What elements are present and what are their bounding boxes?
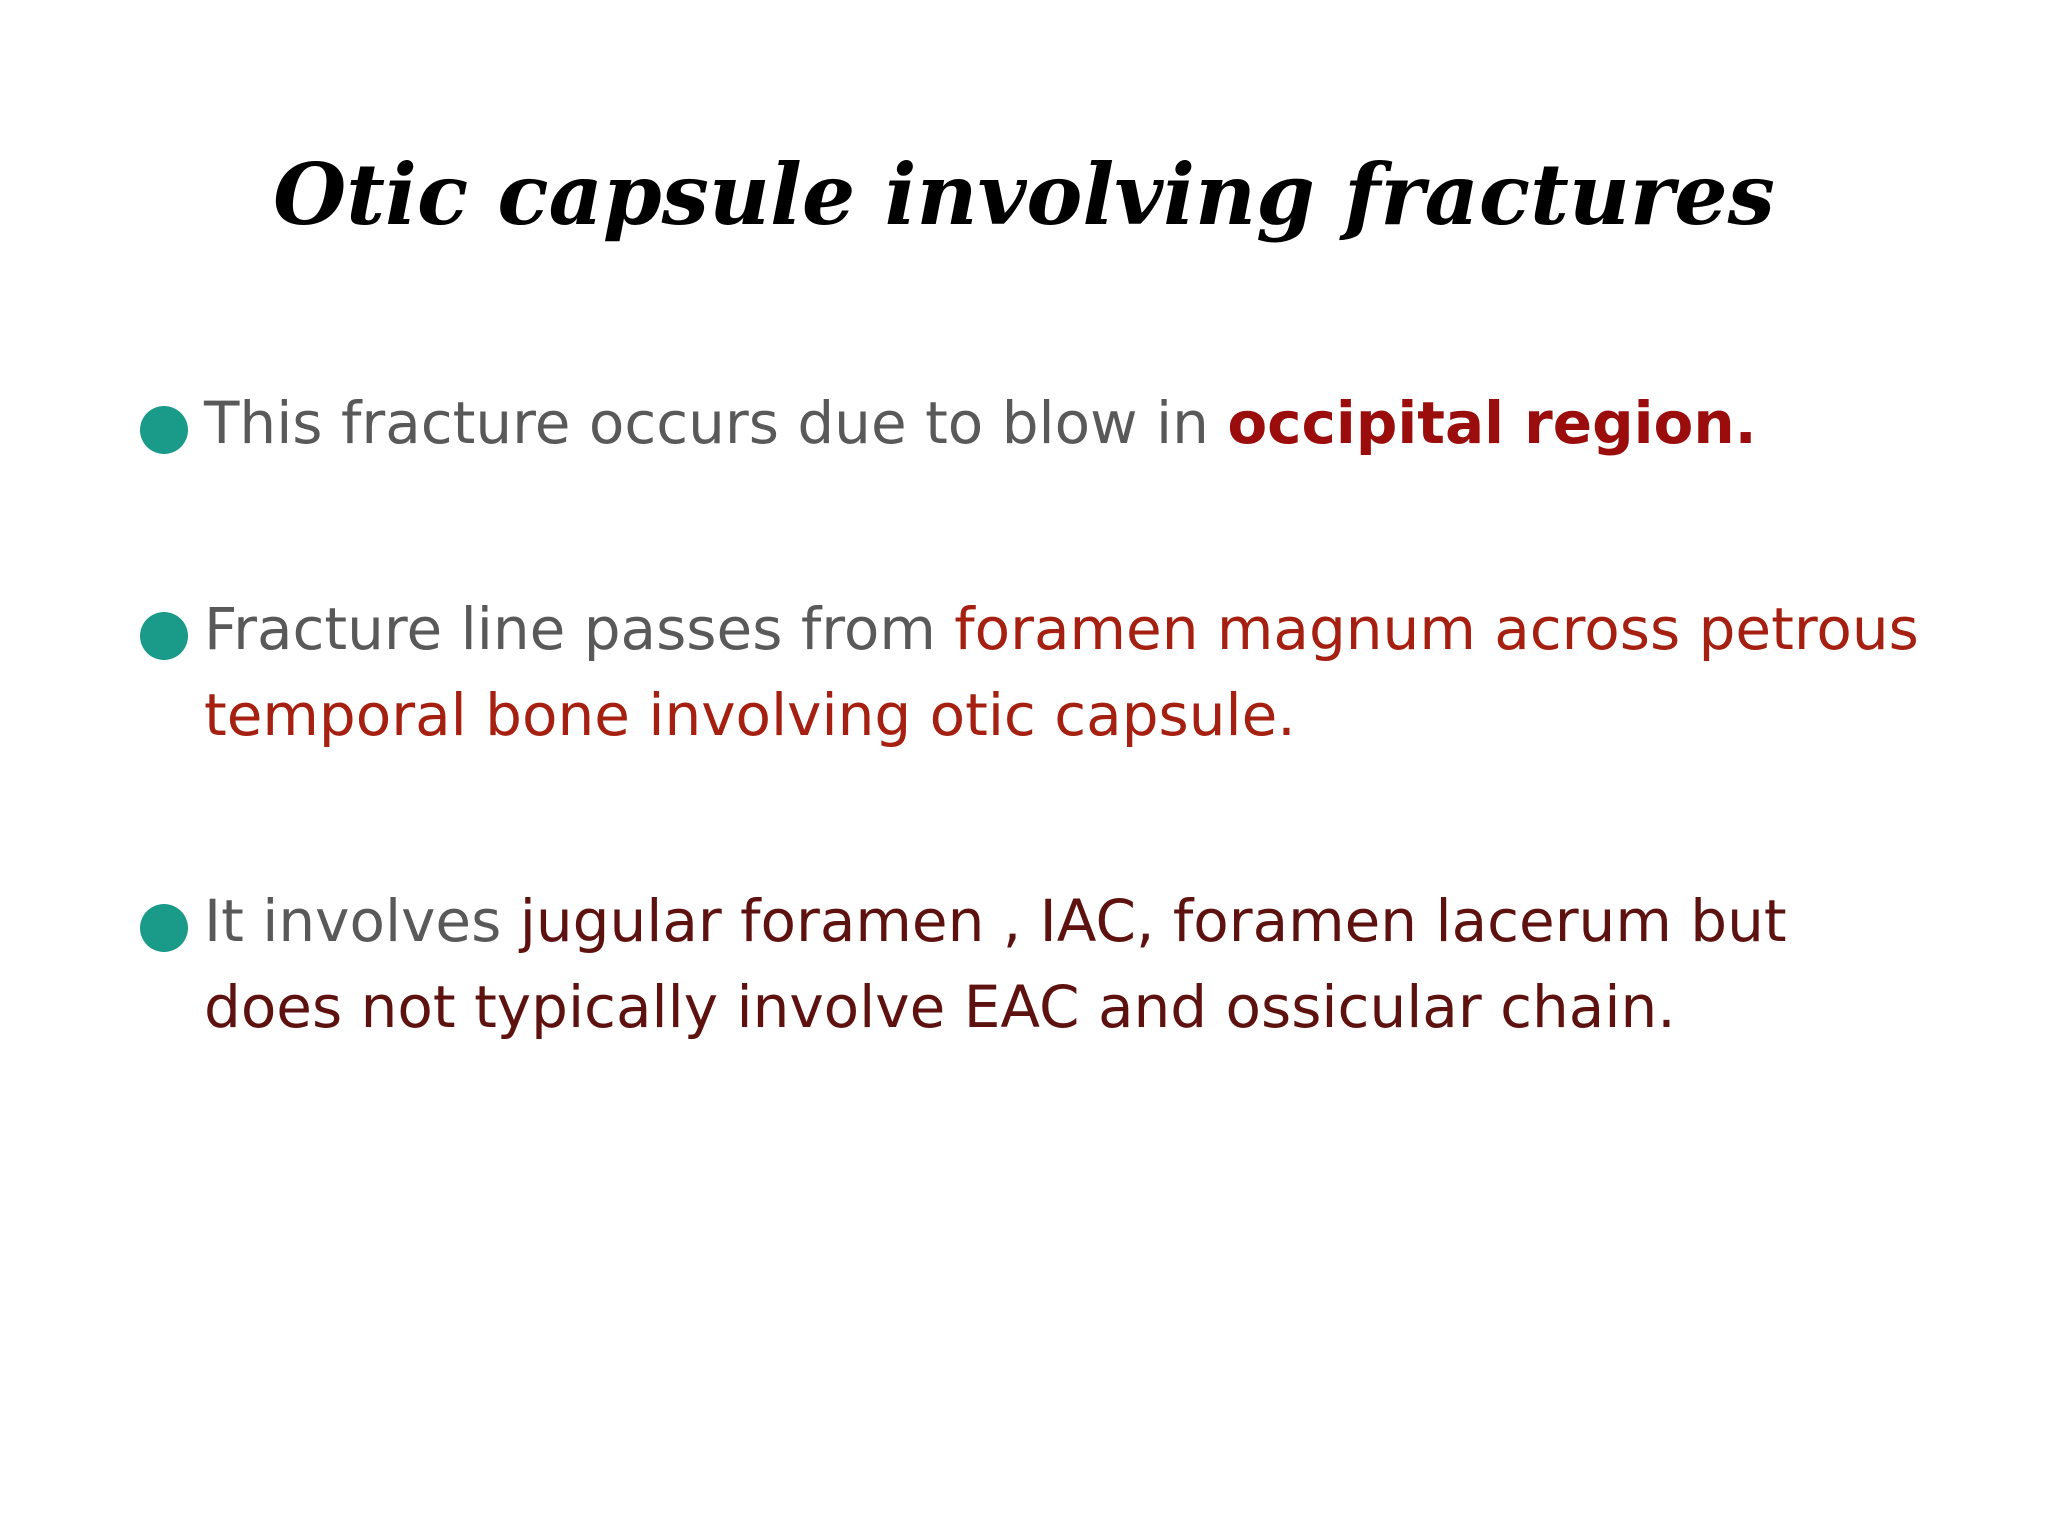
bullet-1-text: This fracture occurs due to blow in [204, 389, 1228, 457]
bullet-2-highlight: foramen magnum across petrous temporal bone involving otic capsule. [204, 595, 1919, 749]
bullet-list [140, 380, 1940, 1050]
bullet-2-text: Fracture line passes from [204, 595, 955, 663]
bullet-dot-icon [140, 904, 188, 952]
bullet-dot-icon [140, 612, 188, 660]
slide-title: Otic capsule involving fractures [273, 145, 1775, 244]
bullet-item-3 [140, 878, 1940, 1050]
bullet-3-text: It involves [204, 887, 520, 955]
bullet-1-highlight: occipital region. [1227, 389, 1757, 457]
bullet-dot-icon [140, 406, 188, 454]
bullet-item-2 [140, 586, 1940, 758]
bullet-3-highlight: jugular foramen , IAC, foramen lacerum but does not typically involve EAC and ossicular chain. [204, 887, 1787, 1041]
bullet-item-1 [140, 380, 1940, 466]
